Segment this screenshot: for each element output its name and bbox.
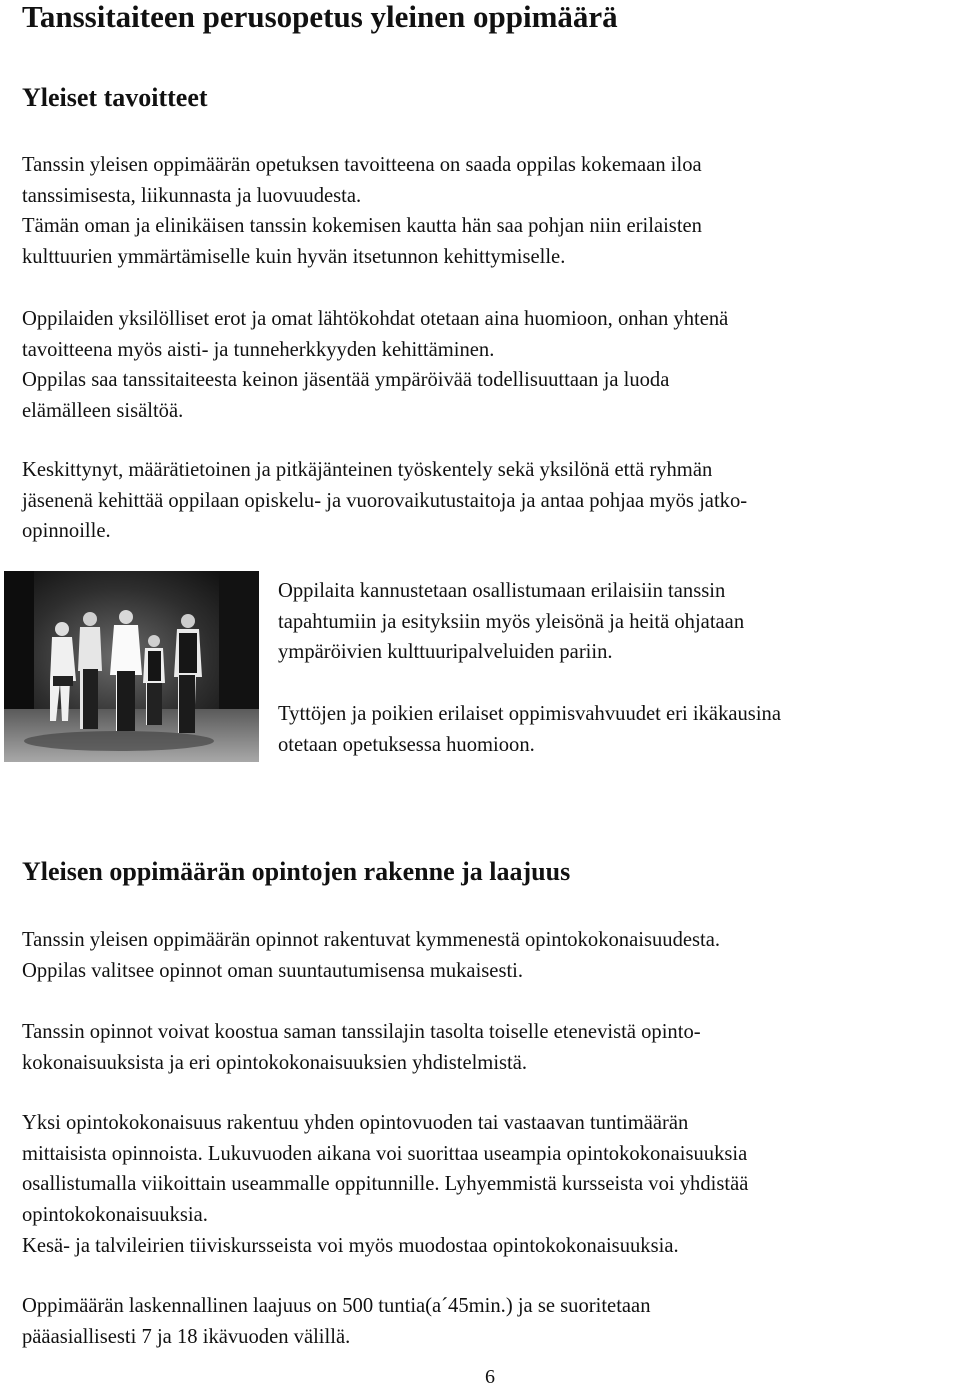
text-line: pääasiallisesti 7 ja 18 ikävuoden välillä. xyxy=(22,1325,351,1348)
text-line: opinnoille. xyxy=(22,520,111,543)
text-line: mittaisista opinnoista. Lukuvuoden aikana voi suorittaa useampia opintokokonaisuuksia xyxy=(22,1142,748,1165)
text-line: jäsenenä kehittää oppilaan opiskelu- ja vuorovaikutustaitoja ja antaa pohjaa myös jatko- xyxy=(22,489,748,512)
dancer-figure xyxy=(143,635,165,725)
text-line: tapahtumiin ja esityksiin myös yleisönä ja heitä ohjataan xyxy=(278,610,745,633)
text-line: Tanssin yleisen oppimäärän opetuksen tavoitteena on saada oppilas kokemaan iloa xyxy=(22,154,702,176)
section-heading-general-goals: Yleiset tavoitteet xyxy=(22,83,208,112)
paragraph-learning-strengths xyxy=(278,699,958,760)
paragraph-cultural-participation xyxy=(278,576,958,668)
page-number: 6 xyxy=(485,1366,495,1388)
paragraph-goals-intro xyxy=(22,150,958,273)
text-line: osallistumalla viikoittain useammalle oppitunnille. Lyhyemmistä kursseista voi yhdistää xyxy=(22,1173,749,1196)
paragraph-study-composition xyxy=(22,1017,958,1078)
text-line: kokonaisuuksista ja eri opintokokonaisuuksien yhdistelmistä. xyxy=(22,1051,528,1074)
dancers-photo xyxy=(4,571,259,762)
page-title: Tanssitaiteen perusopetus yleinen oppimäärä xyxy=(22,0,618,34)
text-line: opintokokonaisuuksia. xyxy=(22,1204,208,1227)
text-line: Yksi opintokokonaisuus rakentuu yhden opintovuoden tai vastaavan tuntimäärän xyxy=(22,1112,689,1134)
text-line: ympäröivien kulttuuripalveluiden pariin. xyxy=(278,641,613,664)
section-heading-structure: Yleisen oppimäärän opintojen rakenne ja laajuus xyxy=(22,857,571,886)
paragraph-study-modules xyxy=(22,925,958,986)
text-line: tavoitteena myös aisti- ja tunneherkkyyden kehittäminen. xyxy=(22,338,495,361)
text-line: Oppilaita kannustetaan osallistumaan erilaisiin tanssin xyxy=(278,580,726,602)
text-line: Oppilaiden yksilölliset erot ja omat lähtökohdat otetaan aina huomioon, onhan yhtenä xyxy=(22,308,729,330)
text-line: otetaan opetuksessa huomioon. xyxy=(278,733,535,756)
text-line: Oppilas valitsee opinnot oman suuntautumisensa mukaisesti. xyxy=(22,959,524,982)
text-line: tanssimisesta, liikunnasta ja luovuudesta. xyxy=(22,184,362,207)
paragraph-curriculum-scope xyxy=(22,1291,958,1352)
text-line: Oppimäärän laskennallinen laajuus on 500 tuntia(a´45min.) ja se suoritetaan xyxy=(22,1295,651,1317)
text-line: Tanssin yleisen oppimäärän opinnot rakentuvat kymmenestä opintokokonaisuudesta. xyxy=(22,929,721,951)
text-line: Tyttöjen ja poikien erilaiset oppimisvahvuudet eri ikäkausina xyxy=(278,703,781,725)
text-line: Tanssin opinnot voivat koostua saman tanssilajin tasolta toiselle etenevistä opinto- xyxy=(22,1021,701,1043)
text-line: Oppilas saa tanssitaiteesta keinon jäsentää ympäröivää todellisuuttaan ja luoda xyxy=(22,369,670,392)
paragraph-focused-work xyxy=(22,455,958,547)
paragraph-module-duration xyxy=(22,1108,958,1262)
text-line: kulttuurien ymmärtämiselle kuin hyvän itsetunnon kehittymiselle. xyxy=(22,246,566,269)
text-line: Kesä- ja talvileirien tiiviskursseista voi myös muodostaa opintokokonaisuuksia. xyxy=(22,1234,679,1257)
text-line: Tämän oman ja elinikäisen tanssin kokemisen kautta hän saa pohjan niin erilaisten xyxy=(22,215,702,238)
paragraph-individual-differences xyxy=(22,304,958,427)
dancers-photo-image xyxy=(4,571,259,762)
text-line: elämälleen sisältöä. xyxy=(22,400,184,423)
text-line: Keskittynyt, määrätietoinen ja pitkäjänteinen työskentely sekä yksilönä että ryhmän xyxy=(22,459,713,481)
